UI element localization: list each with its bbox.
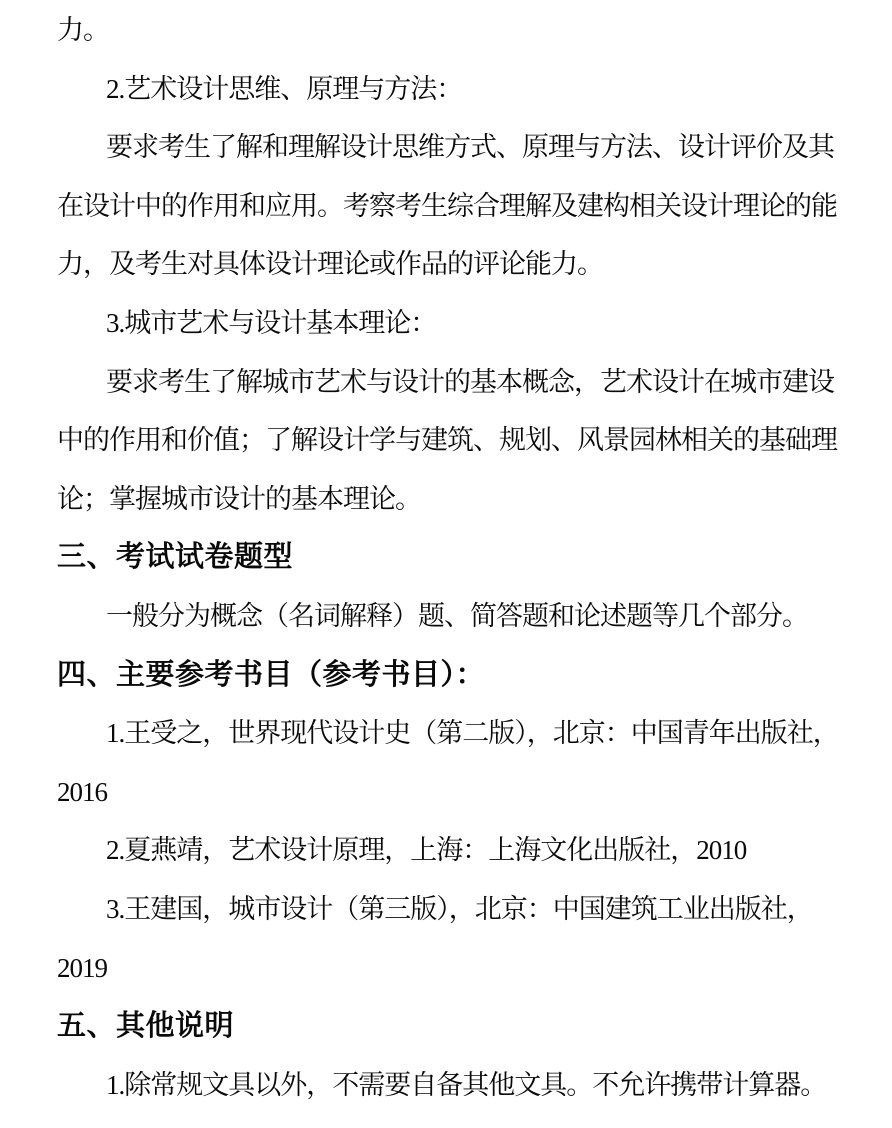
section-heading: 五、其他说明: [57, 1010, 235, 1043]
text-line: 2.夏燕靖，艺术设计原理，上海：上海文化出版社，2010: [106, 835, 747, 866]
text-line: 中的作用和价值；了解设计学与建筑、规划、风景园林相关的基础理: [57, 425, 837, 456]
text-line: 2.艺术设计思维、原理与方法：: [106, 73, 463, 104]
text-line: 1.除常规文具以外，不需要自备其他文具。不允许携带计算器。: [106, 1069, 827, 1100]
text-line: 论；掌握城市设计的基本理论。: [57, 483, 421, 514]
text-line: 要求考生了解城市艺术与设计的基本概念，艺术设计在城市建设: [106, 366, 834, 397]
text-line: 要求考生了解和理解设计思维方式、原理与方法、设计评价及其: [106, 132, 834, 163]
text-line: 2016: [57, 776, 107, 807]
text-line: 3.城市艺术与设计基本理论：: [106, 307, 437, 338]
text-line: 在设计中的作用和应用。考察考生综合理解及建构相关设计理论的能: [57, 190, 837, 221]
document-body: [57, 1, 842, 1114]
text-line: 力，及考生对具体设计理论或作品的评论能力。: [57, 249, 603, 280]
section-heading: 四、主要参考书目（参考书目）：: [57, 658, 486, 691]
text-line: 3.王建国，城市设计（第三版），北京：中国建筑工业出版社，: [106, 893, 813, 924]
text-line: 2019: [57, 952, 107, 983]
text-line: 力。: [57, 15, 109, 45]
text-line: 1.王受之，世界现代设计史（第二版），北京：中国青年出版社，: [106, 718, 839, 749]
section-heading: 三、考试试卷题型: [57, 541, 294, 574]
text-line: 一般分为概念（名词解释）题、简答题和论述题等几个部分。: [106, 600, 808, 631]
